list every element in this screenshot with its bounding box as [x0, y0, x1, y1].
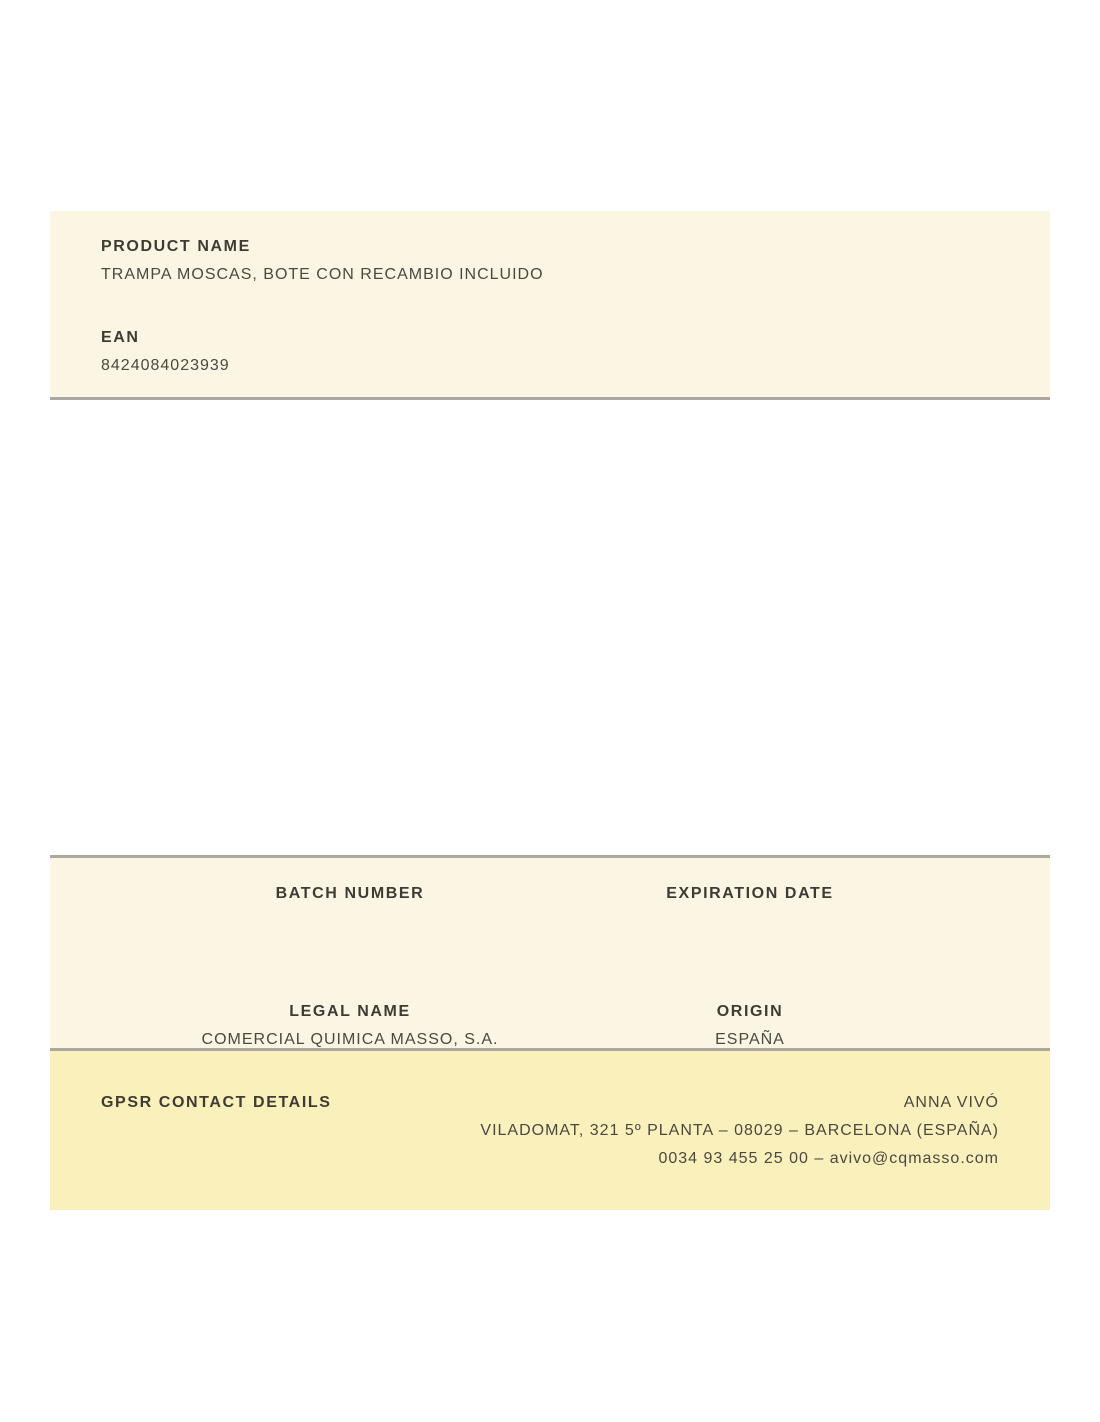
contact-name: ANNA VIVÓ	[903, 1094, 999, 1111]
gpsr-contact-section	[50, 1051, 1050, 1210]
legal-name-value: COMERCIAL QUIMICA MASSO, S.A.	[201, 1031, 499, 1048]
legal-name-field	[150, 998, 550, 1054]
product-name-field	[101, 233, 999, 289]
batch-section	[50, 855, 1050, 1051]
contact-phone-email: 0034 93 455 25 00 – avivo@cqmasso.com	[658, 1150, 999, 1167]
ean-label: EAN	[101, 329, 140, 346]
ean-value: 8424084023939	[101, 357, 230, 374]
origin-field	[550, 998, 950, 1054]
legal-origin-row	[150, 998, 950, 1054]
product-name-value: TRAMPA MOSCAS, BOTE CON RECAMBIO INCLUIDO	[101, 266, 544, 283]
batch-number-field	[150, 880, 550, 936]
contact-address: VILADOMAT, 321 5º PLANTA – 08029 – BARCELONA (ESPAÑA)	[480, 1122, 999, 1139]
batch-number-value	[150, 908, 550, 936]
gpsr-contact-lines	[480, 1089, 999, 1173]
expiration-date-value	[550, 908, 950, 936]
ean-field	[101, 324, 999, 380]
batch-expiration-row	[150, 880, 950, 936]
origin-value: ESPAÑA	[715, 1031, 785, 1048]
origin-label: ORIGIN	[716, 1003, 784, 1020]
expiration-date-label: EXPIRATION DATE	[666, 885, 834, 902]
gpsr-contact-label: GPSR CONTACT DETAILS	[101, 1094, 332, 1111]
expiration-date-field	[550, 880, 950, 936]
legal-name-label: LEGAL NAME	[289, 1003, 411, 1020]
product-section	[50, 211, 1050, 400]
product-name-label: PRODUCT NAME	[101, 238, 251, 255]
batch-number-label: BATCH NUMBER	[275, 885, 425, 902]
